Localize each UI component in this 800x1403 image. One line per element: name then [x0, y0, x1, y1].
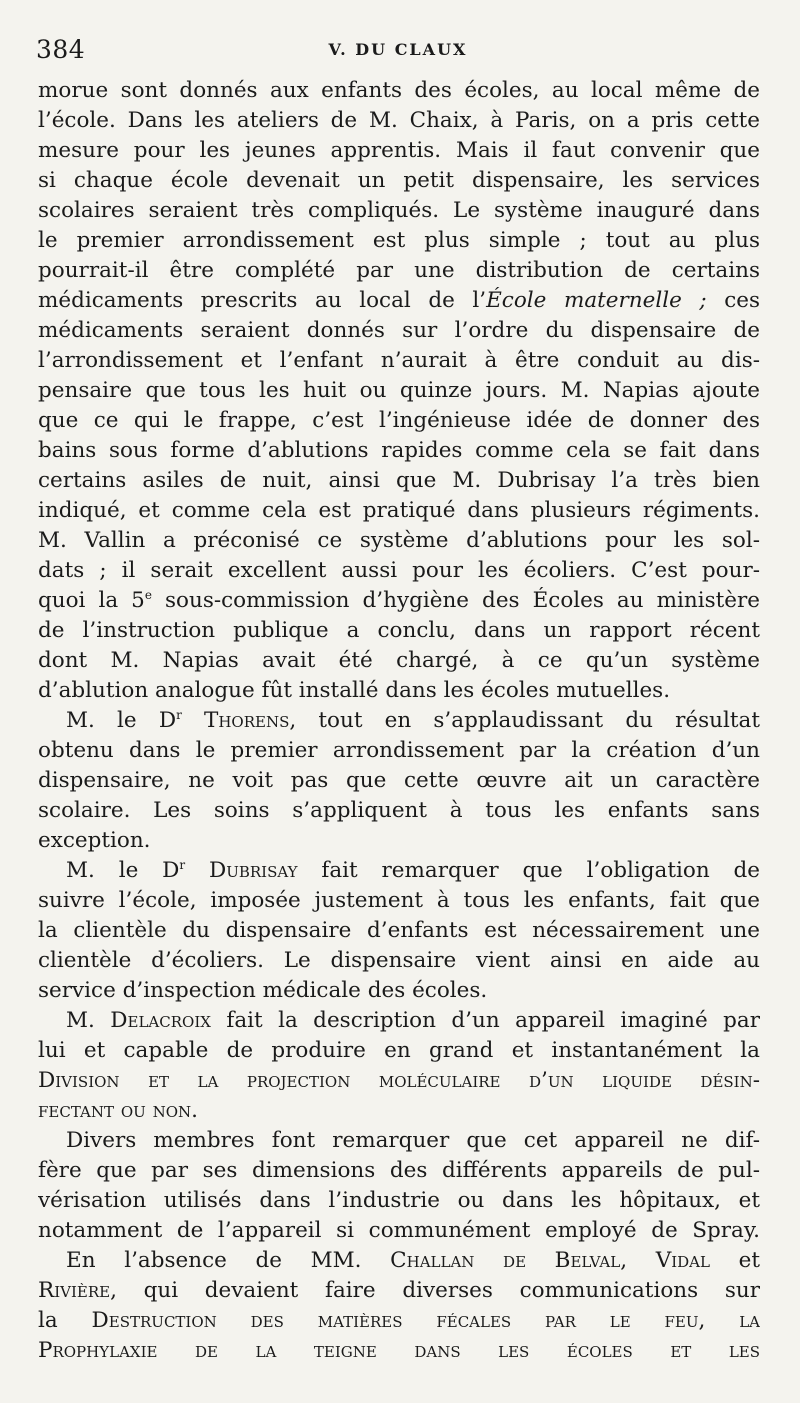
text-segment: médicaments seraient donnés sur l’ordre du dispensaire de: [38, 318, 760, 343]
text-line: [38, 526, 760, 556]
text-segment: e: [144, 588, 152, 602]
text-segment: Division et la projection moléculaire d’un liquide désin-: [38, 1068, 760, 1093]
text-segment: M.: [66, 1008, 111, 1033]
text-segment: fait la description d’un appareil imaginé par: [210, 1008, 760, 1033]
text-segment: Dubrisay: [185, 858, 298, 883]
text-line: [38, 856, 760, 886]
text-segment: École maternelle ;: [486, 288, 707, 313]
text-segment: Rivière,: [38, 1278, 117, 1303]
text-segment: r: [176, 708, 182, 722]
text-line: [38, 346, 760, 376]
text-line: [38, 226, 760, 256]
text-segment: M. le D: [66, 708, 177, 733]
text-segment: pensaire que tous les huit ou quinze jours. M. Napias ajoute: [38, 378, 760, 403]
text-segment: médicaments prescrits au local de l’: [38, 288, 487, 313]
text-line: [38, 1186, 760, 1216]
text-segment: notamment de l’appareil si communément employé de Spray.: [38, 1218, 760, 1243]
text-segment: Divers membres font remarquer que cet appareil ne dif-: [66, 1128, 760, 1153]
text-line: [38, 1036, 760, 1066]
text-segment: r: [179, 858, 186, 872]
text-segment: fectant ou non.: [38, 1098, 198, 1123]
text-line: [38, 556, 760, 586]
text-segment: Challan de Belval, Vidal: [390, 1248, 710, 1273]
text-segment: obtenu dans le premier arrondissement par la création d’un: [38, 738, 760, 763]
text-segment: vérisation utilisés dans l’industrie ou dans les hôpitaux, et: [38, 1188, 760, 1213]
text-segment: bains sous forme d’ablutions rapides comme cela se fait dans: [38, 438, 760, 463]
text-segment: fère que par ses dimensions des différents appareils de pul-: [38, 1158, 760, 1183]
text-line: [38, 796, 760, 826]
text-segment: quoi la 5: [38, 588, 145, 613]
text-line: [38, 196, 760, 226]
text-segment: scolaires seraient très compliqués. Le système inauguré dans: [38, 198, 760, 223]
text-line: [38, 826, 760, 856]
text-line: [38, 736, 760, 766]
text-line: [38, 1006, 760, 1036]
text-line: [38, 676, 760, 706]
text-segment: dispensaire, ne voit pas que cette œuvre ait un caractère: [38, 768, 760, 793]
text-line: [38, 916, 760, 946]
text-segment: et: [709, 1248, 760, 1273]
text-line: [38, 376, 760, 406]
text-segment: l’école. Dans les ateliers de M. Chaix, à Paris, on a pris cette: [38, 108, 760, 133]
text-line: [38, 1216, 760, 1246]
text-segment: pourrait-il être complété par une distribution de certains: [38, 258, 760, 283]
text-segment: Prophylaxie de la teigne dans les écoles et les: [38, 1338, 760, 1363]
text-line: [38, 256, 760, 286]
text-line: [38, 586, 760, 616]
text-line: [38, 946, 760, 976]
text-segment: indiqué, et comme cela est pratiqué dans plusieurs régiments.: [38, 498, 760, 523]
text-line: [38, 706, 760, 736]
text-line: [38, 1156, 760, 1186]
text-segment: Destruction des matières fécales par le feu, la: [91, 1308, 760, 1333]
text-line: [38, 1096, 760, 1126]
text-segment: si chaque école devenait un petit dispensaire, les services: [38, 168, 760, 193]
text-segment: l’arrondissement et l’enfant n’aurait à être conduit au dis-: [38, 348, 760, 373]
text-line: [38, 1126, 760, 1156]
page-header: [36, 30, 760, 70]
text-line: [38, 166, 760, 196]
text-line: [38, 1306, 760, 1336]
text-line: [38, 286, 760, 316]
text-segment: la: [38, 1308, 92, 1333]
text-segment: suivre l’école, imposée justement à tous les enfants, fait que: [38, 888, 760, 913]
running-head: V. DU CLAUX: [328, 40, 468, 59]
text-segment: de l’instruction publique a conclu, dans un rapport récent: [38, 618, 760, 643]
text-line: [38, 1276, 760, 1306]
text-line: [38, 496, 760, 526]
text-segment: sous-commission d’hygiène des Écoles au ministère: [151, 588, 760, 613]
text-line: [38, 466, 760, 496]
text-segment: lui et capable de produire en grand et instantanément la: [38, 1038, 760, 1063]
page-number: 384: [36, 35, 86, 64]
text-line: [38, 136, 760, 166]
text-segment: dont M. Napias avait été chargé, à ce qu’un système: [38, 648, 760, 673]
text-segment: service d’inspection médicale des écoles.: [38, 978, 488, 1003]
text-segment: qui devaient faire diverses communications sur: [116, 1278, 760, 1303]
text-segment: M. Vallin a préconisé ce système d’ablutions pour les sol-: [38, 528, 760, 553]
text-line: [38, 646, 760, 676]
text-segment: scolaire. Les soins s’appliquent à tous les enfants sans: [38, 798, 760, 823]
text-segment: fait remarquer que l’obligation de: [297, 858, 760, 883]
text-segment: morue sont donnés aux enfants des écoles, au local même de: [38, 78, 760, 103]
text-line: [38, 1246, 760, 1276]
text-line: [38, 76, 760, 106]
body-text: [38, 76, 760, 1366]
text-line: [38, 976, 760, 1006]
text-segment: M. le D: [66, 858, 180, 883]
text-line: [38, 436, 760, 466]
text-segment: le premier arrondissement est plus simple ; tout au plus: [38, 228, 760, 253]
text-segment: que ce qui le frappe, c’est l’ingénieuse idée de donner des: [38, 408, 760, 433]
text-line: [38, 1336, 760, 1366]
text-segment: Delacroix: [110, 1008, 211, 1033]
text-line: [38, 1066, 760, 1096]
text-line: [38, 886, 760, 916]
text-line: [38, 616, 760, 646]
text-segment: dats ; il serait excellent aussi pour les écoliers. C’est pour-: [38, 558, 760, 583]
text-segment: d’ablution analogue fût installé dans les écoles mutuelles.: [38, 678, 671, 703]
text-segment: En l’absence de MM.: [66, 1248, 391, 1273]
text-segment: tout en s’applaudissant du résultat: [296, 708, 760, 733]
text-segment: mesure pour les jeunes apprentis. Mais il faut convenir que: [38, 138, 760, 163]
text-line: [38, 106, 760, 136]
text-segment: exception.: [38, 828, 151, 853]
text-segment: la clientèle du dispensaire d’enfants est nécessairement une: [38, 918, 760, 943]
text-segment: certains asiles de nuit, ainsi que M. Dubrisay l’a très bien: [38, 468, 760, 493]
text-segment: clientèle d’écoliers. Le dispensaire vient ainsi en aide au: [38, 948, 760, 973]
text-segment: Thorens,: [181, 708, 297, 733]
text-line: [38, 766, 760, 796]
text-line: [38, 316, 760, 346]
text-segment: ces: [706, 288, 760, 313]
text-line: [38, 406, 760, 436]
